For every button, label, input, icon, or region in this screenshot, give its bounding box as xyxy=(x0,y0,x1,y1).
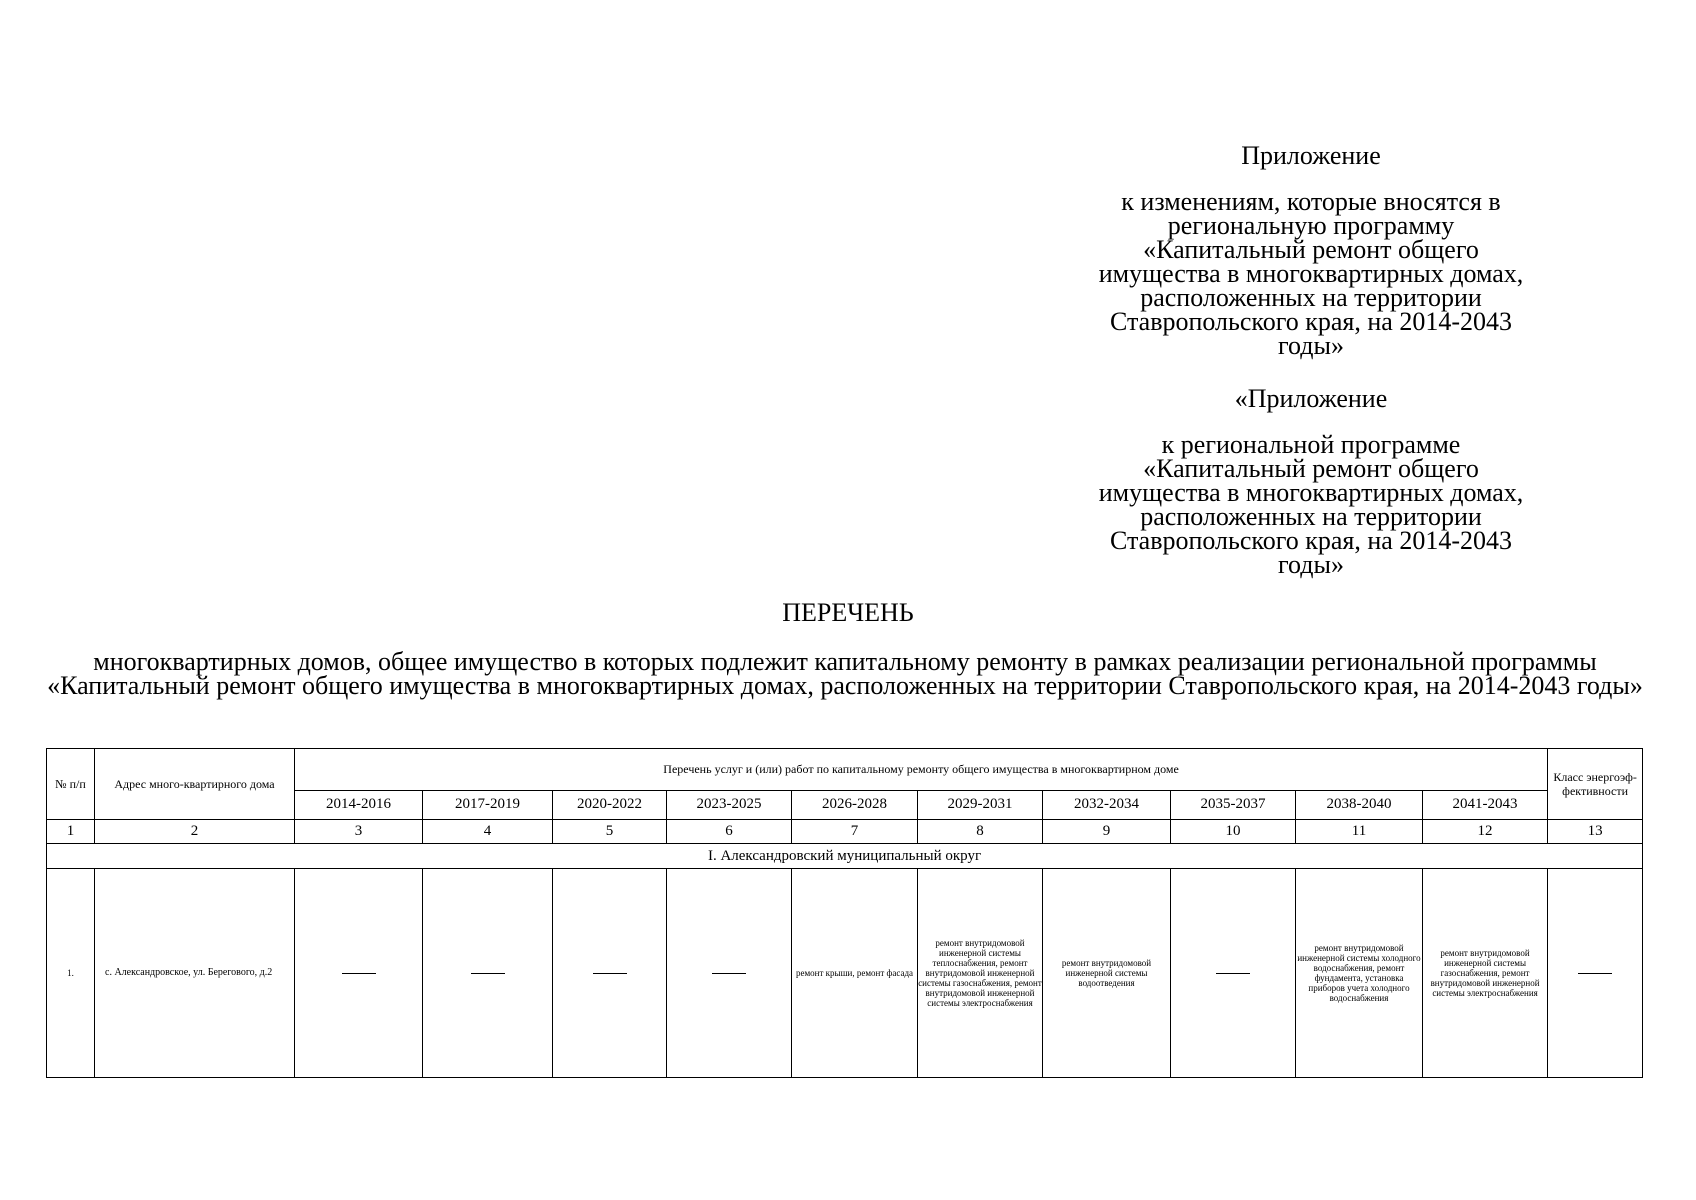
column-number: 2 xyxy=(95,820,295,844)
row-energy-class xyxy=(1548,869,1643,1078)
column-number: 13 xyxy=(1548,820,1643,844)
header-period: 2017-2019 xyxy=(423,790,553,819)
header-period: 2041-2043 xyxy=(1423,790,1548,819)
column-number: 6 xyxy=(667,820,792,844)
header-period: 2026-2028 xyxy=(792,790,918,819)
dash-mark xyxy=(1578,973,1612,974)
header-period: 2029-2031 xyxy=(918,790,1043,819)
row-address: с. Александровское, ул. Берегового, д.2 xyxy=(95,869,295,1078)
region-name: I. Александровский муниципальный округ xyxy=(47,844,1643,869)
column-number: 12 xyxy=(1423,820,1548,844)
header-energy-class: Класс энергоэф-фективности xyxy=(1548,749,1643,820)
appendix-note-changes xyxy=(1091,142,1531,358)
row-period-empty xyxy=(1171,869,1296,1078)
appendix-heading: «Приложение xyxy=(1234,384,1388,413)
dash-mark xyxy=(1216,973,1250,974)
column-number: 4 xyxy=(423,820,553,844)
table-row xyxy=(47,869,1643,1078)
column-number: 11 xyxy=(1296,820,1423,844)
appendix-heading: Приложение xyxy=(1241,141,1381,170)
header-period: 2023-2025 xyxy=(667,790,792,819)
header-period: 2038-2040 xyxy=(1296,790,1423,819)
appendix-text: к региональной программе «Капитальный ремонт общего имущества в многоквартирных домах, расположенных на территории Ставропольского края, на 2014-2043 годы» xyxy=(1098,430,1524,579)
header-period: 2014-2016 xyxy=(295,790,423,819)
region-row xyxy=(47,844,1643,869)
appendix-text: к изменениям, которые вносятся в региональную программу «Капитальный ремонт общего имущества в многоквартирных домах, расположенных на территории Ставропольского края, на 2014-2043 годы» xyxy=(1098,187,1524,360)
row-period-works: ремонт внутридомовой инженерной системы теплоснабжения, ремонт внутридомовой инженерной системы газоснабжения, ремонт внутридомовой инженерной системы электроснабжения xyxy=(918,869,1043,1078)
dash-mark xyxy=(593,973,627,974)
dash-mark xyxy=(471,973,505,974)
header-period: 2032-2034 xyxy=(1043,790,1171,819)
row-period-works: ремонт внутридомовой инженерной системы холодного водоснабжения, ремонт фундамента, установка приборов учета холодного водоснабжения xyxy=(1296,869,1423,1078)
row-period-empty xyxy=(423,869,553,1078)
row-period-works: ремонт крыши, ремонт фасада xyxy=(792,869,918,1078)
row-number: 1. xyxy=(47,869,95,1078)
column-number: 10 xyxy=(1171,820,1296,844)
column-number-row xyxy=(47,820,1643,844)
column-number: 9 xyxy=(1043,820,1171,844)
header-address: Адрес много-квартирного дома xyxy=(95,749,295,820)
document-title: ПЕРЕЧЕНЬ xyxy=(782,598,914,627)
column-number: 8 xyxy=(918,820,1043,844)
header-num: № п/п xyxy=(47,749,95,820)
row-period-empty xyxy=(667,869,792,1078)
column-number: 5 xyxy=(553,820,667,844)
column-number: 1 xyxy=(47,820,95,844)
header-services: Перечень услуг и (или) работ по капитальному ремонту общего имущества в многоквартирном доме xyxy=(295,749,1548,791)
row-period-empty xyxy=(295,869,423,1078)
row-period-works: ремонт внутридомовой инженерной системы газоснабжения, ремонт внутридомовой инженерной системы электроснабжения xyxy=(1423,869,1548,1078)
column-number: 3 xyxy=(295,820,423,844)
column-number: 7 xyxy=(792,820,918,844)
row-period-empty xyxy=(553,869,667,1078)
header-period: 2035-2037 xyxy=(1171,790,1296,819)
document-subtitle: многоквартирных домов, общее имущество в которых подлежит капитальному ремонту в рамках реализации региональной программы «Капитальный ремонт общего имущества в многоквартирных домах, расположенных на территории Ставропольского края, на 2014-2043 годы» xyxy=(47,647,1643,700)
appendix-note-program xyxy=(1091,385,1531,577)
dash-mark xyxy=(712,973,746,974)
row-period-works: ремонт внутридомовой инженерной системы водоотведения xyxy=(1043,869,1171,1078)
header-period: 2020-2022 xyxy=(553,790,667,819)
repair-schedule-table xyxy=(46,748,1643,1078)
dash-mark xyxy=(342,973,376,974)
table-header-row xyxy=(47,749,1643,791)
